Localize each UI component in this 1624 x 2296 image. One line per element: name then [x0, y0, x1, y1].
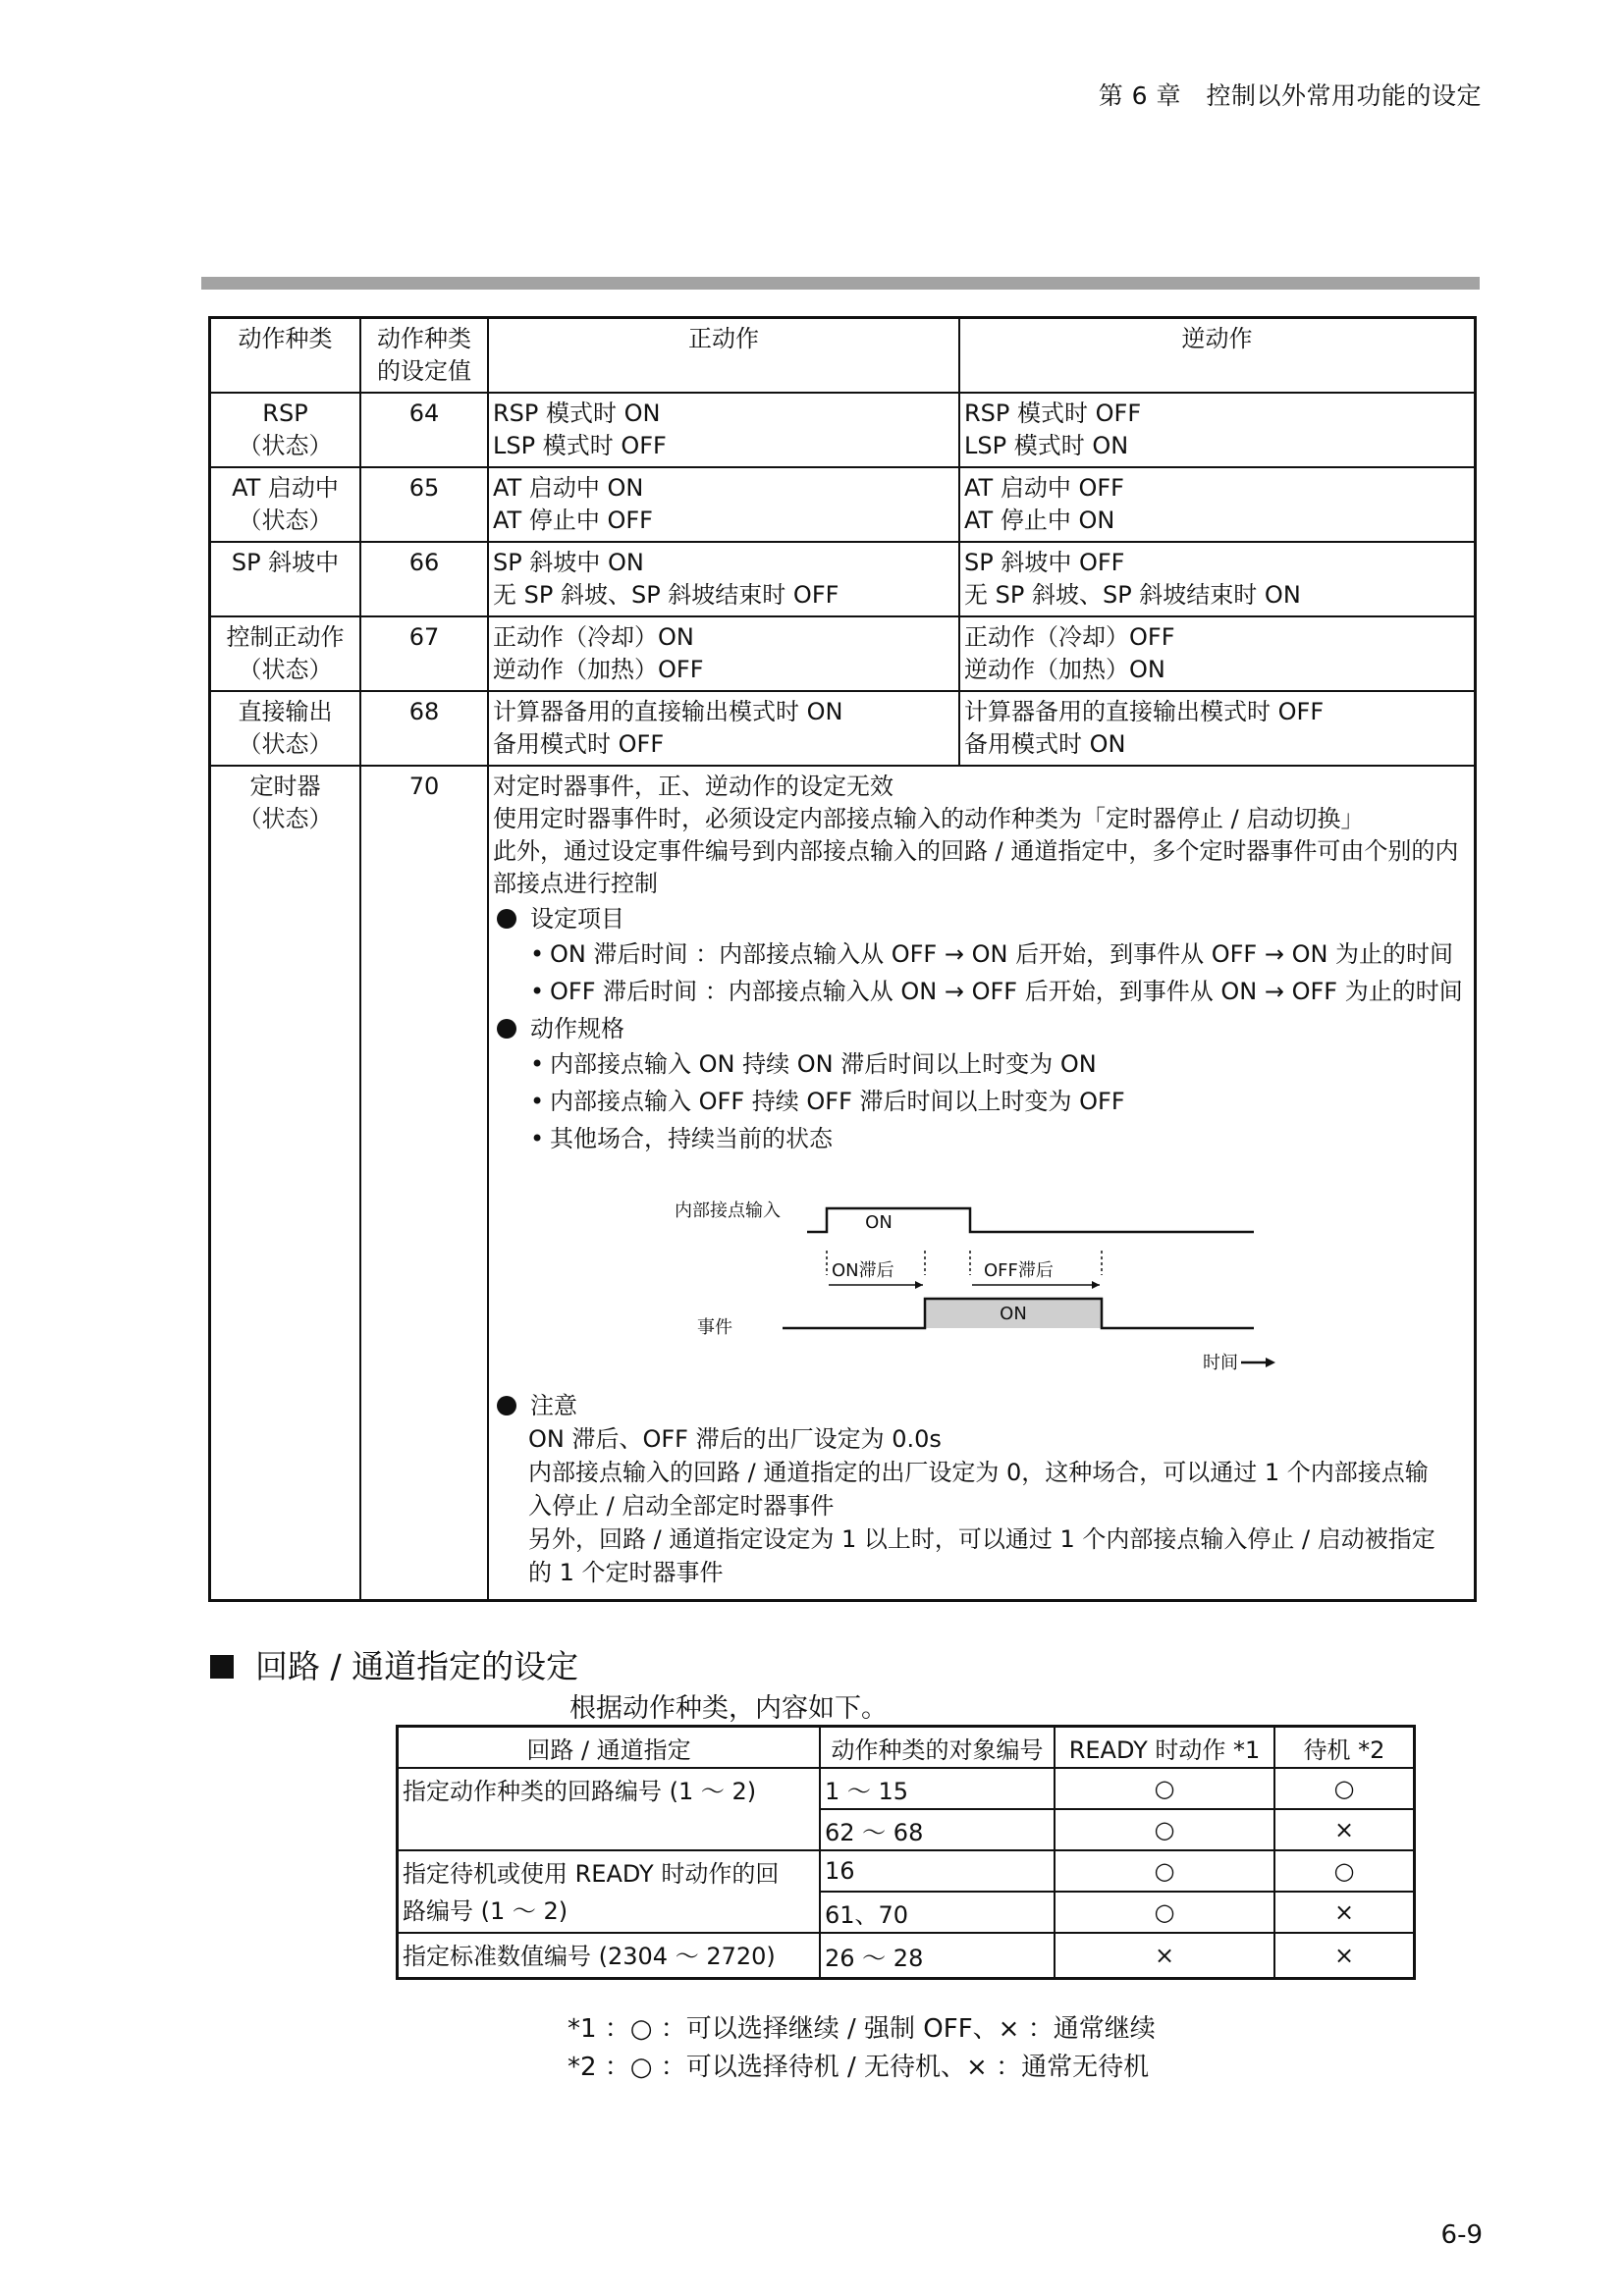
action-type-table [208, 316, 1477, 1602]
footnote-2: *2 ：○ ：可以选择待机 / 无待机、× ：通常无待机 [568, 2053, 1150, 2082]
setting-items-heading [493, 902, 1470, 935]
setting-item-text: ON 滞后时间 ：内部接点输入从 OFF → ON 后开始，到事件从 OFF → ON 为止的时间 [550, 940, 1454, 968]
cell-reverse: 计算器备用的直接输出模式时 OFF 备用模式时 ON [959, 691, 1476, 766]
note-title: 注意 [530, 1392, 577, 1419]
spec-title: 动作规格 [530, 1015, 624, 1042]
cell-standby: ○ [1274, 1768, 1415, 1809]
cell-ready: × [1055, 1933, 1274, 1979]
cell-reverse: RSP 模式时 OFF LSP 模式时 ON [959, 393, 1476, 467]
list-item [493, 1120, 1470, 1157]
table-row [210, 691, 1476, 766]
timer-intro: 对定时器事件，正、逆动作的设定无效 使用定时器事件时，必须设定内部接点输入的动作种类为「定时器停止 / 启动切换」 此外，通过设定事件编号到内部接点输入的回路 / 通道指定中，多个定时器事件可由个别的内部接点进行控制 [493, 773, 1459, 897]
bullet-dot-icon [497, 1019, 516, 1039]
cell-reverse: AT 启动中 OFF AT 停止中 ON [959, 467, 1476, 542]
bullet-icon: • [530, 1125, 545, 1152]
table-header-row [398, 1727, 1415, 1769]
group-label: 指定动作种类的回路编号 (1 ～ 2) [398, 1768, 821, 1850]
cell-target: 61、70 [820, 1892, 1055, 1933]
cell-value: 64 [360, 393, 488, 467]
cell-forward: 正动作（冷却）ON 逆动作（加热）OFF [488, 616, 959, 691]
list-item [493, 973, 1470, 1010]
cell-target: 62 ～ 68 [820, 1809, 1055, 1850]
diagram-event-on: ON [1000, 1304, 1027, 1324]
setting-item-text: OFF 滞后时间 ：内部接点输入从 ON → OFF 后开始，到事件从 ON → OFF 为止的时间 [550, 978, 1463, 1005]
col-header-ready: READY 时动作 *1 [1055, 1727, 1274, 1769]
page-number: 6-9 [1440, 2220, 1483, 2250]
note-line: 内部接点输入的回路 / 通道指定的出厂设定为 0，这种场合，可以通过 1 个内部接点输 入停止 / 启动全部定时器事件 [528, 1459, 1429, 1520]
bullet-icon: • [530, 940, 545, 968]
cell-ready: ○ [1055, 1809, 1274, 1850]
cell-value: 67 [360, 616, 488, 691]
cell-value: 66 [360, 542, 488, 616]
arrow-head-icon [1092, 1281, 1100, 1289]
footnote-1: *1 ：○ ：可以选择继续 / 强制 OFF、× ：通常继续 [568, 2014, 1156, 2044]
col-header-value: 动作种类 的设定值 [360, 318, 488, 394]
cell-value: 65 [360, 467, 488, 542]
spec-item-text: 内部接点输入 ON 持续 ON 滞后时间以上时变为 ON [550, 1050, 1097, 1078]
table-row [398, 1768, 1415, 1809]
bullet-icon: • [530, 1088, 545, 1115]
timer-description-cell [488, 766, 1476, 1601]
bullet-dot-icon [497, 909, 516, 929]
cell-forward: SP 斜坡中 ON 无 SP 斜坡、SP 斜坡结束时 OFF [488, 542, 959, 616]
list-item [493, 1045, 1470, 1083]
timing-diagram [493, 1167, 1298, 1383]
diagram-time-label: 时间 [1203, 1353, 1238, 1373]
spec-item-text: 内部接点输入 OFF 持续 OFF 滞后时间以上时变为 OFF [550, 1088, 1125, 1115]
diagram-input-label: 内部接点输入 [675, 1201, 781, 1221]
header-rule [201, 277, 1480, 290]
group-label: 指定待机或使用 READY 时动作的回 路编号 (1 ～ 2) [398, 1850, 821, 1933]
cell-standby: × [1274, 1933, 1415, 1979]
cell-target: 16 [820, 1850, 1055, 1892]
cell-standby: ○ [1274, 1850, 1415, 1892]
table-header-row [210, 318, 1476, 394]
cell-value: 68 [360, 691, 488, 766]
col-header-loop: 回路 / 通道指定 [398, 1727, 821, 1769]
diagram-event-label: 事件 [697, 1317, 732, 1338]
bullet-icon: • [530, 1050, 545, 1078]
cell-ready: ○ [1055, 1768, 1274, 1809]
square-bullet-icon [210, 1655, 234, 1679]
bullet-dot-icon [497, 1396, 516, 1415]
cell-reverse: 正动作（冷却）OFF 逆动作（加热）ON [959, 616, 1476, 691]
note-heading [493, 1389, 1470, 1422]
cell-ready: ○ [1055, 1850, 1274, 1892]
table-row [210, 467, 1476, 542]
cell-kind: 直接输出 （状态） [210, 691, 361, 766]
cell-ready: ○ [1055, 1892, 1274, 1933]
arrow-head-icon [915, 1281, 923, 1289]
cell-forward: AT 启动中 ON AT 停止中 OFF [488, 467, 959, 542]
group-label: 指定标准数值编号 (2304 ～ 2720) [398, 1933, 821, 1979]
cell-forward: RSP 模式时 ON LSP 模式时 OFF [488, 393, 959, 467]
spec-item-text: 其他场合，持续当前的状态 [550, 1125, 833, 1152]
table-row [398, 1850, 1415, 1892]
cell-target: 1 ～ 15 [820, 1768, 1055, 1809]
cell-kind: RSP （状态） [210, 393, 361, 467]
cell-standby: × [1274, 1892, 1415, 1933]
cell-reverse: SP 斜坡中 OFF 无 SP 斜坡、SP 斜坡结束时 ON [959, 542, 1476, 616]
list-item [493, 1083, 1470, 1120]
time-arrow-icon [1266, 1358, 1275, 1367]
cell-standby: × [1274, 1809, 1415, 1850]
diagram-on-delay: ON滞后 [832, 1260, 894, 1281]
table-row [210, 542, 1476, 616]
cell-kind: AT 启动中 （状态） [210, 467, 361, 542]
section-title: 回路 / 通道指定的设定 [255, 1647, 579, 1685]
col-header-forward: 正动作 [488, 318, 959, 394]
cell-forward: 计算器备用的直接输出模式时 ON 备用模式时 OFF [488, 691, 959, 766]
bullet-icon: • [530, 978, 545, 1005]
cell-target: 26 ～ 28 [820, 1933, 1055, 1979]
cell-kind: SP 斜坡中 [210, 542, 361, 616]
note-line: ON 滞后、OFF 滞后的出厂设定为 0.0s [528, 1425, 942, 1453]
col-header-target: 动作种类的对象编号 [820, 1727, 1055, 1769]
cell-kind: 控制正动作 （状态） [210, 616, 361, 691]
chapter-header: 第 6 章 控制以外常用功能的设定 [1098, 81, 1482, 110]
list-item [493, 935, 1470, 973]
col-header-standby: 待机 *2 [1274, 1727, 1415, 1769]
col-header-reverse: 逆动作 [959, 318, 1476, 394]
section-heading [210, 1641, 578, 1687]
diagram-input-on: ON [865, 1212, 893, 1233]
note-line: 另外，回路 / 通道指定设定为 1 以上时，可以通过 1 个内部接点输入停止 / 启动被指定 的 1 个定时器事件 [528, 1525, 1435, 1586]
section-intro: 根据动作种类，内容如下。 [569, 1693, 888, 1724]
col-header-kind: 动作种类 [210, 318, 361, 394]
table-row [210, 393, 1476, 467]
table-row-timer [210, 766, 1476, 1601]
cell-value: 70 [360, 766, 488, 1601]
loop-channel-table [396, 1725, 1416, 1980]
spec-heading [493, 1012, 1470, 1045]
cell-kind: 定时器 （状态） [210, 766, 361, 1601]
table-row [398, 1933, 1415, 1979]
setting-items-title: 设定项目 [530, 905, 624, 933]
table-row [210, 616, 1476, 691]
diagram-off-delay: OFF滞后 [984, 1260, 1054, 1281]
